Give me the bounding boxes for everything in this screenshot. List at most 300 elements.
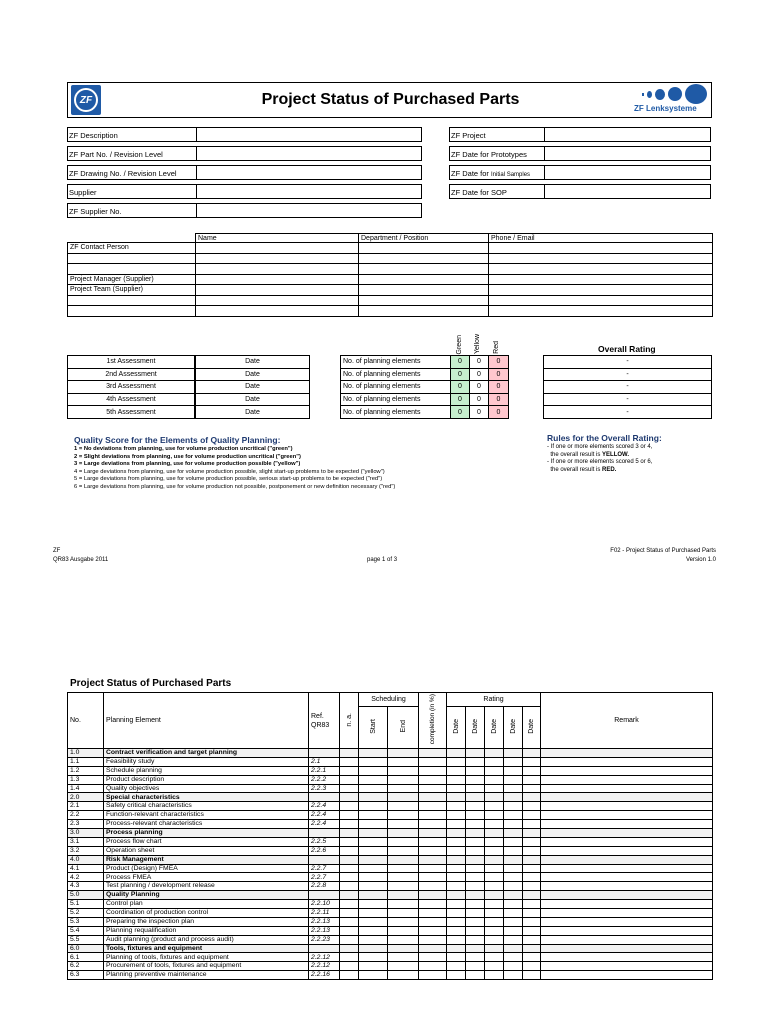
entry-cell[interactable] [419,926,447,935]
contacts-cell[interactable] [196,264,359,275]
contacts-cell[interactable] [359,306,489,317]
entry-cell[interactable] [340,953,359,962]
table-row [68,820,713,829]
entry-cell[interactable] [447,891,466,900]
entry-cell[interactable] [504,900,523,909]
entry-cell[interactable] [419,855,447,864]
entry-cell[interactable] [359,855,388,864]
entry-cell[interactable] [523,944,541,953]
contacts-cell[interactable] [196,253,359,264]
entry-cell[interactable] [340,864,359,873]
entry-cell[interactable] [523,837,541,846]
entry-cell[interactable] [541,855,713,864]
entry-cell[interactable] [340,971,359,980]
entry-cell[interactable] [466,784,485,793]
entry-cell[interactable] [466,811,485,820]
entry-cell[interactable] [504,855,523,864]
entry-cell[interactable] [541,900,713,909]
entry-cell[interactable] [340,766,359,775]
field-input[interactable] [544,184,712,199]
entry-cell[interactable] [388,953,419,962]
entry-cell[interactable] [504,926,523,935]
entry-cell[interactable] [485,766,504,775]
entry-cell[interactable] [485,935,504,944]
entry-cell[interactable] [388,855,419,864]
entry-cell[interactable] [485,802,504,811]
entry-cell[interactable] [447,882,466,891]
entry-cell[interactable] [523,935,541,944]
entry-cell[interactable] [447,971,466,980]
entry-cell[interactable] [359,926,388,935]
entry-cell[interactable] [541,811,713,820]
entry-cell[interactable] [340,935,359,944]
entry-cell[interactable] [504,829,523,838]
entry-cell[interactable] [447,962,466,971]
entry-cell[interactable] [388,873,419,882]
entry-cell[interactable] [419,784,447,793]
field-input[interactable] [196,146,423,161]
entry-cell[interactable] [340,891,359,900]
entry-cell[interactable] [388,864,419,873]
entry-cell[interactable] [388,793,419,802]
entry-cell[interactable] [388,944,419,953]
entry-cell[interactable] [388,917,419,926]
entry-cell[interactable] [388,820,419,829]
entry-cell[interactable] [388,837,419,846]
entry-cell[interactable] [523,749,541,758]
entry-cell[interactable] [419,944,447,953]
entry-cell[interactable] [504,811,523,820]
entry-cell[interactable] [340,749,359,758]
field-input[interactable] [196,165,423,180]
assessment-date[interactable]: Date [196,406,310,419]
entry-cell[interactable] [340,917,359,926]
entry-cell[interactable] [504,909,523,918]
entry-cell[interactable] [340,802,359,811]
entry-cell[interactable] [466,909,485,918]
entry-cell[interactable] [523,891,541,900]
entry-cell[interactable] [541,882,713,891]
entry-cell[interactable] [359,793,388,802]
entry-cell[interactable] [485,749,504,758]
entry-cell[interactable] [419,891,447,900]
entry-cell[interactable] [419,917,447,926]
entry-cell[interactable] [388,926,419,935]
entry-cell[interactable] [523,820,541,829]
entry-cell[interactable] [504,766,523,775]
entry-cell[interactable] [359,891,388,900]
contacts-cell[interactable] [359,253,489,264]
entry-cell[interactable] [419,820,447,829]
entry-cell[interactable] [466,917,485,926]
field-input[interactable] [196,184,423,199]
entry-cell[interactable] [466,944,485,953]
contacts-cell[interactable] [359,243,489,254]
entry-cell[interactable] [504,891,523,900]
entry-cell[interactable] [419,962,447,971]
entry-cell[interactable] [504,775,523,784]
entry-cell[interactable] [447,864,466,873]
field-input[interactable] [196,203,423,218]
entry-cell[interactable] [466,837,485,846]
entry-cell[interactable] [419,757,447,766]
entry-cell[interactable] [541,891,713,900]
entry-cell[interactable] [485,953,504,962]
entry-cell[interactable] [340,793,359,802]
entry-cell[interactable] [359,749,388,758]
entry-cell[interactable] [523,882,541,891]
entry-cell[interactable] [504,917,523,926]
entry-cell[interactable] [523,873,541,882]
entry-cell[interactable] [466,935,485,944]
ref-qr83: 2.2.8 [309,882,340,891]
entry-cell[interactable] [504,846,523,855]
entry-cell[interactable] [359,909,388,918]
entry-cell[interactable] [541,793,713,802]
contacts-cell[interactable] [359,295,489,306]
entry-cell[interactable] [359,935,388,944]
entry-cell[interactable] [388,962,419,971]
entry-cell[interactable] [359,953,388,962]
entry-cell[interactable] [447,909,466,918]
entry-cell[interactable] [388,766,419,775]
entry-cell[interactable] [419,971,447,980]
entry-cell[interactable] [466,802,485,811]
entry-cell[interactable] [504,873,523,882]
entry-cell[interactable] [340,855,359,864]
entry-cell[interactable] [419,793,447,802]
entry-cell[interactable] [388,971,419,980]
entry-cell[interactable] [523,971,541,980]
entry-cell[interactable] [504,953,523,962]
entry-cell[interactable] [388,784,419,793]
entry-cell[interactable] [340,900,359,909]
assessment-date[interactable]: Date [196,393,310,406]
entry-cell[interactable] [504,971,523,980]
entry-cell[interactable] [340,775,359,784]
entry-cell[interactable] [466,891,485,900]
entry-cell[interactable] [485,757,504,766]
entry-cell[interactable] [340,811,359,820]
entry-cell[interactable] [541,820,713,829]
entry-cell[interactable] [541,766,713,775]
contacts-cell[interactable] [359,264,489,275]
entry-cell[interactable] [485,917,504,926]
entry-cell[interactable] [523,766,541,775]
entry-cell[interactable] [388,909,419,918]
entry-cell[interactable] [388,900,419,909]
entry-cell[interactable] [485,926,504,935]
entry-cell[interactable] [485,864,504,873]
entry-cell[interactable] [523,953,541,962]
contacts-cell[interactable] [196,306,359,317]
entry-cell[interactable] [466,846,485,855]
entry-cell[interactable] [359,837,388,846]
entry-cell[interactable] [541,909,713,918]
entry-cell[interactable] [447,802,466,811]
entry-cell[interactable] [523,793,541,802]
entry-cell[interactable] [504,864,523,873]
entry-cell[interactable] [388,891,419,900]
entry-cell[interactable] [447,837,466,846]
entry-cell[interactable] [523,829,541,838]
entry-cell[interactable] [359,962,388,971]
entry-cell[interactable] [541,829,713,838]
contacts-cell[interactable] [489,253,713,264]
entry-cell[interactable] [447,766,466,775]
entry-cell[interactable] [419,837,447,846]
entry-cell[interactable] [523,909,541,918]
entry-cell[interactable] [359,811,388,820]
entry-cell[interactable] [523,811,541,820]
entry-cell[interactable] [523,900,541,909]
entry-cell[interactable] [419,802,447,811]
entry-cell[interactable] [541,873,713,882]
entry-cell[interactable] [485,855,504,864]
entry-cell[interactable] [388,829,419,838]
entry-cell[interactable] [447,829,466,838]
entry-cell[interactable] [419,829,447,838]
entry-cell[interactable] [541,953,713,962]
entry-cell[interactable] [541,935,713,944]
entry-cell[interactable] [523,757,541,766]
entry-cell[interactable] [340,784,359,793]
entry-cell[interactable] [485,811,504,820]
entry-cell[interactable] [419,811,447,820]
entry-cell[interactable] [523,846,541,855]
entry-cell[interactable] [466,864,485,873]
entry-cell[interactable] [523,926,541,935]
assessment-date[interactable]: Date [196,381,310,394]
entry-cell[interactable] [485,891,504,900]
entry-cell[interactable] [447,775,466,784]
entry-cell[interactable] [447,811,466,820]
entry-cell[interactable] [485,873,504,882]
entry-cell[interactable] [359,802,388,811]
entry-cell[interactable] [504,784,523,793]
entry-cell[interactable] [466,900,485,909]
entry-cell[interactable] [388,811,419,820]
contacts-cell[interactable] [196,285,359,296]
entry-cell[interactable] [485,900,504,909]
entry-cell[interactable] [447,873,466,882]
entry-cell[interactable] [523,917,541,926]
entry-cell[interactable] [504,944,523,953]
entry-cell[interactable] [485,971,504,980]
contacts-cell[interactable] [359,274,489,285]
entry-cell[interactable] [541,784,713,793]
entry-cell[interactable] [541,757,713,766]
rules-line: - If one or more elements scored 3 or 4, [547,444,653,450]
entry-cell[interactable] [359,971,388,980]
entry-cell[interactable] [359,900,388,909]
entry-cell[interactable] [359,820,388,829]
field-input[interactable] [544,165,712,180]
entry-cell[interactable] [485,784,504,793]
entry-cell[interactable] [388,846,419,855]
entry-cell[interactable] [523,962,541,971]
entry-cell[interactable] [504,837,523,846]
entry-cell[interactable] [340,882,359,891]
entry-cell[interactable] [419,749,447,758]
entry-cell[interactable] [447,757,466,766]
entry-cell[interactable] [419,775,447,784]
entry-cell[interactable] [340,873,359,882]
entry-cell[interactable] [419,935,447,944]
entry-cell[interactable] [466,820,485,829]
field-input[interactable] [544,127,712,142]
contacts-cell[interactable] [359,285,489,296]
entry-cell[interactable] [447,820,466,829]
entry-cell[interactable] [485,837,504,846]
entry-cell[interactable] [419,882,447,891]
entry-cell[interactable] [447,926,466,935]
entry-cell[interactable] [419,766,447,775]
entry-cell[interactable] [523,802,541,811]
entry-cell[interactable] [447,846,466,855]
entry-cell[interactable] [388,775,419,784]
contacts-cell[interactable] [489,285,713,296]
entry-cell[interactable] [359,917,388,926]
entry-cell[interactable] [466,829,485,838]
entry-cell[interactable] [466,971,485,980]
entry-cell[interactable] [359,829,388,838]
entry-cell[interactable] [541,864,713,873]
entry-cell[interactable] [340,820,359,829]
contacts-cell[interactable] [489,306,713,317]
entry-cell[interactable] [485,882,504,891]
entry-cell[interactable] [466,793,485,802]
contacts-cell[interactable] [489,264,713,275]
table-row [68,971,713,980]
entry-cell[interactable] [523,784,541,793]
entry-cell[interactable] [447,793,466,802]
entry-cell[interactable] [466,749,485,758]
entry-cell[interactable] [388,935,419,944]
entry-cell[interactable] [504,757,523,766]
entry-cell[interactable] [359,775,388,784]
entry-cell[interactable] [340,757,359,766]
entry-cell[interactable] [340,829,359,838]
entry-cell[interactable] [340,837,359,846]
entry-cell[interactable] [504,882,523,891]
entry-cell[interactable] [447,749,466,758]
entry-cell[interactable] [447,953,466,962]
entry-cell[interactable] [485,793,504,802]
entry-cell[interactable] [541,917,713,926]
entry-cell[interactable] [485,909,504,918]
entry-cell[interactable] [340,926,359,935]
entry-cell[interactable] [485,944,504,953]
entry-cell[interactable] [419,873,447,882]
entry-cell[interactable] [504,962,523,971]
assessment-date[interactable]: Date [196,368,310,381]
entry-cell[interactable] [466,926,485,935]
entry-cell[interactable] [447,935,466,944]
entry-cell[interactable] [504,749,523,758]
entry-cell[interactable] [466,766,485,775]
entry-cell[interactable] [419,900,447,909]
contacts-cell[interactable] [489,274,713,285]
entry-cell[interactable] [541,962,713,971]
entry-cell[interactable] [447,900,466,909]
entry-cell[interactable] [466,775,485,784]
entry-cell[interactable] [466,882,485,891]
entry-cell[interactable] [359,784,388,793]
entry-cell[interactable] [388,757,419,766]
entry-cell[interactable] [541,837,713,846]
entry-cell[interactable] [485,829,504,838]
entry-cell[interactable] [541,971,713,980]
entry-cell[interactable] [523,775,541,784]
assessment-date[interactable]: Date [196,356,310,369]
entry-cell[interactable] [466,953,485,962]
entry-cell[interactable] [541,926,713,935]
entry-cell[interactable] [359,766,388,775]
entry-cell[interactable] [359,873,388,882]
entry-cell[interactable] [419,953,447,962]
entry-cell[interactable] [504,935,523,944]
entry-cell[interactable] [504,820,523,829]
entry-cell[interactable] [340,944,359,953]
entry-cell[interactable] [504,793,523,802]
entry-cell[interactable] [466,855,485,864]
entry-cell[interactable] [541,802,713,811]
entry-cell[interactable] [359,944,388,953]
entry-cell[interactable] [541,775,713,784]
entry-cell[interactable] [485,962,504,971]
entry-cell[interactable] [541,944,713,953]
contacts-role: ZF Contact Person [68,243,196,254]
entry-cell[interactable] [466,757,485,766]
entry-cell[interactable] [359,846,388,855]
entry-cell[interactable] [485,775,504,784]
entry-cell[interactable] [541,749,713,758]
contacts-cell[interactable] [196,295,359,306]
entry-cell[interactable] [419,864,447,873]
entry-cell[interactable] [541,846,713,855]
field-input[interactable] [544,146,712,161]
entry-cell[interactable] [340,846,359,855]
entry-cell[interactable] [388,882,419,891]
entry-cell[interactable] [485,820,504,829]
entry-cell[interactable] [419,846,447,855]
contacts-cell[interactable] [489,295,713,306]
entry-cell[interactable] [485,846,504,855]
entry-cell[interactable] [340,962,359,971]
entry-cell[interactable] [447,917,466,926]
entry-cell[interactable] [466,962,485,971]
entry-cell[interactable] [388,802,419,811]
entry-cell[interactable] [447,784,466,793]
contacts-cell[interactable] [489,243,713,254]
entry-cell[interactable] [359,864,388,873]
entry-cell[interactable] [419,909,447,918]
contacts-cell[interactable] [196,243,359,254]
entry-cell[interactable] [466,873,485,882]
entry-cell[interactable] [504,802,523,811]
entry-cell[interactable] [340,909,359,918]
entry-cell[interactable] [359,757,388,766]
entry-cell[interactable] [359,882,388,891]
field-input[interactable] [196,127,423,142]
entry-cell[interactable] [523,864,541,873]
entry-cell[interactable] [447,944,466,953]
entry-cell[interactable] [523,855,541,864]
contacts-cell[interactable] [196,274,359,285]
entry-cell[interactable] [447,855,466,864]
entry-cell[interactable] [388,749,419,758]
